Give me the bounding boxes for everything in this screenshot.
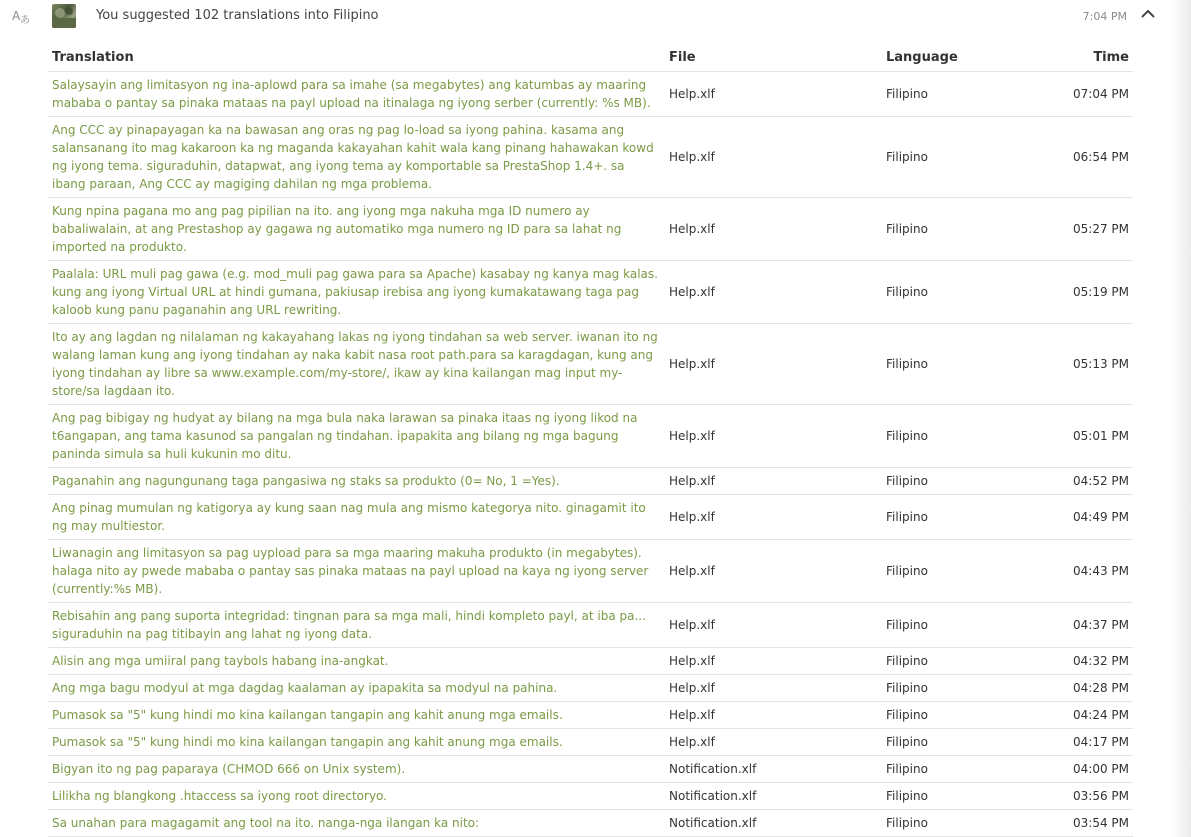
language-name: Filipino [882,603,1032,648]
translation-text[interactable]: Ang pinag mumulan ng katigorya ay kung saan nag mula ang mismo kategorya nito. ginagamit ito ng may multiestor. [48,495,665,540]
file-name: Help.xlf [665,648,882,675]
file-name: Help.xlf [665,603,882,648]
avatar[interactable] [52,4,76,28]
translation-text[interactable]: Ang CCC ay pinapayagan ka na bawasan ang oras ng pag lo-load sa iyong pahina. kasama ang salansanang ito mag kakaroon ka ng maganda kakayahan kahit wala kang pinang hahawakan kowd ng iyong tema. siguraduhin, datapwat, ang iyong tema ay komportable sa PrestaShop 1.4+. sa ibang paraan, Ang CCC ay magiging dahilan ng mga problema. [48,117,665,198]
time-value: 05:13 PM [1032,324,1133,405]
time-value: 04:28 PM [1032,675,1133,702]
file-name: Help.xlf [665,729,882,756]
header-language: Language [882,44,1032,72]
translation-text[interactable]: Paalala: URL muli pag gawa (e.g. mod_muli pag gawa para sa Apache) kasabay ng kanya mag kalas. kung ang iyong Virtual URL at hindi gumana, pakiusap irebisa ang iyong kumakatawang taga pag kaloob kung panu paganahin ang URL rewriting. [48,261,665,324]
time-value: 04:24 PM [1032,702,1133,729]
file-name: Notification.xlf [665,810,882,837]
table-row [48,648,1133,675]
chevron-up-icon[interactable] [1138,6,1158,22]
translation-text[interactable]: Pumasok sa "5" kung hindi mo kina kailangan tangapin ang kahit anung mga emails. [48,729,665,756]
header-translation: Translation [48,44,665,72]
table-row [48,702,1133,729]
translation-text[interactable]: Bigyan ito ng pag paparaya (CHMOD 666 on Unix system). [48,756,665,783]
language-name: Filipino [882,756,1032,783]
table-row [48,324,1133,405]
time-value: 04:37 PM [1032,603,1133,648]
table-row [48,198,1133,261]
table-row [48,540,1133,603]
language-name: Filipino [882,648,1032,675]
time-value: 04:49 PM [1032,495,1133,540]
activity-header [0,0,1170,32]
table-row [48,783,1133,810]
table-row [48,72,1133,117]
file-name: Help.xlf [665,675,882,702]
file-name: Notification.xlf [665,783,882,810]
scroll-shadow [1171,0,1191,837]
language-name: Filipino [882,468,1032,495]
table-row [48,117,1133,198]
table-row [48,405,1133,468]
translation-text[interactable]: Alisin ang mga umiiral pang taybols habang ina-angkat. [48,648,665,675]
table-header-row [48,44,1133,72]
file-name: Help.xlf [665,405,882,468]
table-row [48,756,1133,783]
language-name: Filipino [882,540,1032,603]
language-name: Filipino [882,810,1032,837]
time-value: 05:19 PM [1032,261,1133,324]
translation-text[interactable]: Liwanagin ang limitasyon sa pag uypload para sa mga maaring makuha produkto (in megabytes). halaga nito ay pwede mababa o pantay sas pinaka mataas na payl upload na kaya ng iyong server (currently:%s MB). [48,540,665,603]
file-name: Help.xlf [665,72,882,117]
file-name: Help.xlf [665,468,882,495]
translation-text[interactable]: Rebisahin ang pang suporta integridad: tingnan para sa mga mali, hindi kompleto payl, at iba pa... siguraduhin na pag titibayin ang lahat ng iyong data. [48,603,665,648]
file-name: Help.xlf [665,198,882,261]
language-name: Filipino [882,729,1032,756]
file-name: Help.xlf [665,261,882,324]
table-row [48,261,1133,324]
table-row [48,468,1133,495]
table-row [48,810,1133,837]
table-row [48,603,1133,648]
language-name: Filipino [882,261,1032,324]
translation-text[interactable]: Salaysayin ang limitasyon ng ina-aplowd para sa imahe (sa megabytes) ang katumbas ay maaring mababa o pantay sa pinaka mataas na payl upload na itinalaga ng iyong serber (currently: %s MB). [48,72,665,117]
time-value: 07:04 PM [1032,72,1133,117]
translation-text[interactable]: Ito ay ang lagdan ng nilalaman ng kakayahang lakas ng iyong tindahan sa web server. iwanan ito ng walang laman kung ang iyong tindahan ay naka kabit nasa root path.para sa karagdagan, kung ang iyong tindahan ay libre sa www.example.com/my-store/, ikaw ay kina kailangan mag input my-store/sa lagdaan ito. [48,324,665,405]
time-value: 04:52 PM [1032,468,1133,495]
translation-text[interactable]: Pumasok sa "5" kung hindi mo kina kailangan tangapin ang kahit anung mga emails. [48,702,665,729]
language-name: Filipino [882,72,1032,117]
language-name: Filipino [882,198,1032,261]
table-row [48,675,1133,702]
file-name: Help.xlf [665,117,882,198]
time-value: 04:43 PM [1032,540,1133,603]
language-name: Filipino [882,702,1032,729]
table-row [48,495,1133,540]
translation-text[interactable]: Lilikha ng blangkong .htaccess sa iyong root directoryo. [48,783,665,810]
time-value: 04:32 PM [1032,648,1133,675]
file-name: Notification.xlf [665,756,882,783]
header-file: File [665,44,882,72]
translations-table [48,44,1133,837]
file-name: Help.xlf [665,702,882,729]
time-value: 04:17 PM [1032,729,1133,756]
svg-text:あ: あ [20,15,30,26]
language-name: Filipino [882,117,1032,198]
file-name: Help.xlf [665,324,882,405]
time-value: 03:56 PM [1032,783,1133,810]
time-value: 06:54 PM [1032,117,1133,198]
time-value: 05:01 PM [1032,405,1133,468]
time-value: 04:00 PM [1032,756,1133,783]
translation-text[interactable]: Sa unahan para magagamit ang tool na ito. nanga-nga ilangan ka nito: [48,810,665,837]
translation-text[interactable]: Kung npina pagana mo ang pag pipilian na ito. ang iyong mga nakuha mga ID numero ay babaliwalain, at ang Prestashop ay gagawa ng automatiko mga numero ng ID para sa lahat ng imported na produkto. [48,198,665,261]
translation-text[interactable]: Ang pag bibigay ng hudyat ay bilang na mga bula naka larawan sa pinaka itaas ng iyong likod na t6angapan, ang tama kasunod sa pangalan ng tindahan. ipapakita ang bilang ng mga bagung paninda simula sa huli kukunin mo ditu. [48,405,665,468]
svg-text:A: A [12,9,21,23]
time-value: 03:54 PM [1032,810,1133,837]
language-name: Filipino [882,495,1032,540]
activity-time: 7:04 PM [1082,10,1127,23]
table-row [48,729,1133,756]
translation-text[interactable]: Ang mga bagu modyul at mga dagdag kaalaman ay ipapakita sa modyul na pahina. [48,675,665,702]
file-name: Help.xlf [665,540,882,603]
translation-text[interactable]: Paganahin ang nagungunang taga pangasiwa ng staks sa produkto (0= No, 1 =Yes). [48,468,665,495]
translate-icon [12,6,32,26]
language-name: Filipino [882,675,1032,702]
activity-title: You suggested 102 translations into Filipino [96,8,379,23]
language-name: Filipino [882,405,1032,468]
time-value: 05:27 PM [1032,198,1133,261]
language-name: Filipino [882,783,1032,810]
file-name: Help.xlf [665,495,882,540]
header-time: Time [1032,44,1133,72]
language-name: Filipino [882,324,1032,405]
